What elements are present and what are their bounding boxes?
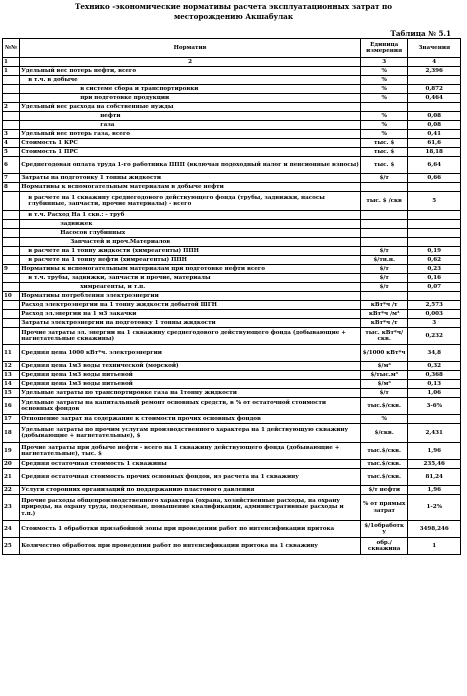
row-unit: тыс. $ — [360, 157, 408, 174]
row-unit: обр./ скважина — [360, 538, 408, 555]
table-row — [3, 310, 461, 319]
table-row — [3, 103, 461, 112]
row-unit: $/т — [360, 389, 408, 398]
row-unit: % — [360, 67, 408, 76]
table-row — [3, 521, 461, 538]
row-value: 6,64 — [408, 157, 461, 174]
row-unit: кВт*ч /т — [360, 301, 408, 310]
row-value — [408, 415, 461, 424]
row-number: 19 — [3, 443, 20, 460]
row-value: 0,66 — [408, 174, 461, 183]
row-number: 23 — [3, 495, 20, 521]
row-norm-name: при подготовке продукции — [20, 94, 361, 103]
row-unit — [360, 229, 408, 238]
table-row — [3, 157, 461, 174]
row-norm-name: Удельный вес потерь нефти, всего — [20, 67, 361, 76]
row-value: 3 — [408, 319, 461, 328]
table-row — [3, 292, 461, 301]
header-no: №№ — [3, 39, 20, 58]
row-unit: кВт*ч /м³ — [360, 310, 408, 319]
row-unit: тыс. $ — [360, 148, 408, 157]
row-unit — [360, 211, 408, 220]
table-row — [3, 67, 461, 76]
row-unit: $/м³ — [360, 362, 408, 371]
table-row — [3, 220, 461, 229]
row-unit: $/т — [360, 247, 408, 256]
row-norm-name: Удельные затраты по прочим услугам производственного характера на 1 действующую скважину (добывающие + нагнетательные), $ — [20, 424, 361, 443]
row-value: 2,396 — [408, 67, 461, 76]
row-norm-name: Нормативы к вспомогательным материалам при подготовке нефти всего — [20, 265, 361, 274]
row-value — [408, 211, 461, 220]
row-value: 1,96 — [408, 443, 461, 460]
row-unit: $/м³ — [360, 380, 408, 389]
row-value: 5 — [408, 192, 461, 211]
row-norm-name: в т.ч. в добыче — [20, 76, 361, 85]
row-unit: % — [360, 94, 408, 103]
row-number: 14 — [3, 380, 20, 389]
row-unit: $/т — [360, 283, 408, 292]
table-row — [3, 238, 461, 247]
row-norm-name: Затраты электроэнергии на подготовку 1 тонны жидкости — [20, 319, 361, 328]
row-unit: тыс. $ /скв — [360, 192, 408, 211]
row-norm-name: Прочие расходы общепроизводственного характера (охрана, хозяйственные расходы, на охрану природы, на охрану труда, подземные, повышение квалификации, административные расходы и т.п.) — [20, 495, 361, 521]
table-row — [3, 274, 461, 283]
row-value: 1,06 — [408, 389, 461, 398]
row-norm-name: Стоимость 1 ПРС — [20, 148, 361, 157]
row-norm-name: Насосов глубинных — [20, 229, 361, 238]
row-norm-name: нефти — [20, 112, 361, 121]
row-unit: тыс. кВт*ч/скв. — [360, 328, 408, 345]
table-row — [3, 362, 461, 371]
row-unit: % — [360, 415, 408, 424]
row-value: 0,003 — [408, 310, 461, 319]
table-row — [3, 328, 461, 345]
row-number: 11 — [3, 345, 20, 362]
row-unit: $/т — [360, 265, 408, 274]
table-row — [3, 94, 461, 103]
table-row — [3, 301, 461, 310]
table-row — [3, 389, 461, 398]
colnum-1: 1 — [3, 58, 20, 67]
row-norm-name: Средняя остаточная стоимость прочих основных фондов, из расчета на 1 скважину — [20, 469, 361, 486]
table-row — [3, 247, 461, 256]
table-row — [3, 415, 461, 424]
row-norm-name: Средняя остаточная стоимость 1 скважины — [20, 460, 361, 469]
row-norm-name: в т.ч. трубы, задвижки, запчасти и прочие, материалы — [20, 274, 361, 283]
header-name: Норматив — [20, 39, 361, 58]
row-unit: % — [360, 121, 408, 130]
row-unit: тыс.$/скв. — [360, 398, 408, 415]
row-number: 9 — [3, 265, 20, 274]
row-norm-name: Средняя цена 1м3 воды питьевой — [20, 380, 361, 389]
row-unit — [360, 183, 408, 192]
row-number: 21 — [3, 469, 20, 486]
row-norm-name: Среднегодовая оплата труда 1-го работника ППП (включая подоходный налог и пенсионные взносы) — [20, 157, 361, 174]
document-title — [10, 2, 457, 22]
row-norm-name: Запчастей и проч.Материалов — [20, 238, 361, 247]
row-number — [3, 192, 20, 211]
row-value: 81,24 — [408, 469, 461, 486]
row-value: 0,368 — [408, 371, 461, 380]
row-value: 34,8 — [408, 345, 461, 362]
row-norm-name: газа — [20, 121, 361, 130]
table-row — [3, 319, 461, 328]
row-unit: $/т — [360, 174, 408, 183]
table-row — [3, 345, 461, 362]
row-norm-name: Удельные затраты по транспортировке газа на 1тонну жидкости — [20, 389, 361, 398]
table-number: Таблица № 5.1 — [390, 29, 451, 38]
row-value — [408, 238, 461, 247]
row-value: 0,08 — [408, 121, 461, 130]
row-value — [408, 103, 461, 112]
row-norm-name: Количество обработок при проведении работ по интенсификации притока на 1 скважину — [20, 538, 361, 555]
row-norm-name: в расчете на 1 скважину среднегодового действующего фонда (трубы, задвижки, насосы глубинные, запчасти, прочие материалы) - всего — [20, 192, 361, 211]
row-number: 12 — [3, 362, 20, 371]
row-value: 0,08 — [408, 112, 461, 121]
table-row — [3, 76, 461, 85]
row-norm-name: химреагенты, и т.п. — [20, 283, 361, 292]
row-norm-name: Затраты на подготовку 1 тонны жидкости — [20, 174, 361, 183]
row-number — [3, 85, 20, 94]
row-value — [408, 76, 461, 85]
title-line-1: Технико -экономические нормативы расчета эксплуатационных затрат по — [74, 2, 393, 11]
row-unit: $/тн.н. — [360, 256, 408, 265]
row-norm-name: Нормативы к вспомогательным материалам в добыче нефти — [20, 183, 361, 192]
row-norm-name: Нормативы потребления электроэнергии — [20, 292, 361, 301]
row-value: 0,23 — [408, 265, 461, 274]
row-number — [3, 76, 20, 85]
row-unit: $/т нефти — [360, 486, 408, 495]
row-value — [408, 229, 461, 238]
row-unit: % от прямых затрат — [360, 495, 408, 521]
table-row — [3, 121, 461, 130]
row-number — [3, 283, 20, 292]
row-unit: % — [360, 85, 408, 94]
row-value: 2,573 — [408, 301, 461, 310]
table-row — [3, 192, 461, 211]
row-unit — [360, 292, 408, 301]
row-value: 0,62 — [408, 256, 461, 265]
row-norm-name: Отношение затрат на содержание к стоимости прочих основных фондов — [20, 415, 361, 424]
row-norm-name: Удельный вес потерь газа, всего — [20, 130, 361, 139]
row-norm-name: Средняя цена 1м3 воды технической (морской) — [20, 362, 361, 371]
table-row — [3, 174, 461, 183]
row-unit: % — [360, 130, 408, 139]
row-norm-name: задвижек — [20, 220, 361, 229]
title-line-2: месторождению Акшабулак — [173, 12, 294, 21]
row-value: 0,16 — [408, 274, 461, 283]
row-norm-name: Расход эл.энергии на 1 м3 закачки — [20, 310, 361, 319]
table-row — [3, 148, 461, 157]
row-value: 0,13 — [408, 380, 461, 389]
row-value: 1 — [408, 538, 461, 555]
header-unit: Единица измерения — [360, 39, 408, 58]
row-value: 3498,246 — [408, 521, 461, 538]
row-number: 25 — [3, 538, 20, 555]
colnum-4: 4 — [408, 58, 461, 67]
row-norm-name: в т.ч. Расход На 1 скв.: - труб — [20, 211, 361, 220]
table-row — [3, 495, 461, 521]
row-unit — [360, 103, 408, 112]
row-unit: $/1обработк у — [360, 521, 408, 538]
row-norm-name: Услуги сторонних организаций по поддержанию пластового давления — [20, 486, 361, 495]
row-number: 2 — [3, 103, 20, 112]
row-norm-name: Средняя цена 1000 кВт*ч. электроэнергии — [20, 345, 361, 362]
table-row — [3, 380, 461, 389]
row-number: 5 — [3, 148, 20, 157]
row-value — [408, 220, 461, 229]
row-norm-name: в расчете на 1 тонну нефти (химреагенты) ППН — [20, 256, 361, 265]
row-norm-name: Расход электроэнергии на 1 тонну жидкости добытой ШГН — [20, 301, 361, 310]
row-number — [3, 274, 20, 283]
row-number — [3, 247, 20, 256]
table-row — [3, 112, 461, 121]
table-row — [3, 85, 461, 94]
table-row — [3, 211, 461, 220]
row-number: 4 — [3, 139, 20, 148]
row-value: 0,07 — [408, 283, 461, 292]
row-number: 22 — [3, 486, 20, 495]
row-unit — [360, 238, 408, 247]
table-row — [3, 469, 461, 486]
row-norm-name: Удельные затраты на капитальный ремонт основных средств, в % от остаточной стоимости основных фондов — [20, 398, 361, 415]
row-unit: $/тыс.м³ — [360, 371, 408, 380]
row-number — [3, 220, 20, 229]
row-number: 7 — [3, 174, 20, 183]
row-number — [3, 319, 20, 328]
table-row — [3, 443, 461, 460]
row-value: 0,32 — [408, 362, 461, 371]
row-value: 2,431 — [408, 424, 461, 443]
table-row — [3, 229, 461, 238]
table-row — [3, 460, 461, 469]
row-number — [3, 328, 20, 345]
row-unit: % — [360, 76, 408, 85]
row-number: 3 — [3, 130, 20, 139]
row-number — [3, 211, 20, 220]
row-value: 18,18 — [408, 148, 461, 157]
header-value: Значения — [408, 39, 461, 58]
colnum-2: 2 — [20, 58, 361, 67]
table-row — [3, 265, 461, 274]
row-number: 15 — [3, 389, 20, 398]
row-norm-name: в расчете на 1 тонну жидкости (химреагенты) ППН — [20, 247, 361, 256]
header-row — [3, 39, 461, 58]
table-row — [3, 538, 461, 555]
row-norm-name: Стоимость 1 обработки призабойной зоны при проведении работ по интенсификации притока — [20, 521, 361, 538]
row-norm-name: Удельный вес расхода на собственные нужды — [20, 103, 361, 112]
row-norm-name: Прочие затраты при добыче нефти - всего на 1 скважину действующего фонда (добывающие + нагнетательные), тыс. $ — [20, 443, 361, 460]
table-row — [3, 130, 461, 139]
row-number: 16 — [3, 398, 20, 415]
row-value: 0,19 — [408, 247, 461, 256]
row-unit: % — [360, 112, 408, 121]
column-number-row — [3, 58, 461, 67]
row-norm-name: в системе сбора и транспортировки — [20, 85, 361, 94]
row-value: 1-2% — [408, 495, 461, 521]
row-number — [3, 310, 20, 319]
table-row — [3, 486, 461, 495]
row-unit — [360, 220, 408, 229]
row-number: 10 — [3, 292, 20, 301]
row-number: 13 — [3, 371, 20, 380]
row-unit: тыс.$/скв. — [360, 460, 408, 469]
colnum-3: 3 — [360, 58, 408, 67]
row-value — [408, 183, 461, 192]
row-number — [3, 229, 20, 238]
table-row — [3, 398, 461, 415]
row-value: 61,6 — [408, 139, 461, 148]
row-number: 20 — [3, 460, 20, 469]
row-value: 0,464 — [408, 94, 461, 103]
table-row — [3, 139, 461, 148]
table-row — [3, 424, 461, 443]
row-value: 1,96 — [408, 486, 461, 495]
row-value: 3-6% — [408, 398, 461, 415]
table-row — [3, 283, 461, 292]
table-row — [3, 183, 461, 192]
row-number — [3, 94, 20, 103]
row-number — [3, 301, 20, 310]
row-unit: кВт*ч /т — [360, 319, 408, 328]
row-number: 6 — [3, 157, 20, 174]
table-row — [3, 371, 461, 380]
row-number: 17 — [3, 415, 20, 424]
row-number: 8 — [3, 183, 20, 192]
norms-table — [2, 38, 461, 555]
row-norm-name: Средняя цена 1м3 воды питьевой — [20, 371, 361, 380]
row-unit: $/т — [360, 274, 408, 283]
row-number — [3, 112, 20, 121]
table-row — [3, 256, 461, 265]
row-value: 235,46 — [408, 460, 461, 469]
row-norm-name: Стоимость 1 КРС — [20, 139, 361, 148]
row-unit: $/скв. — [360, 424, 408, 443]
row-value — [408, 292, 461, 301]
row-number: 24 — [3, 521, 20, 538]
row-unit: тыс.$/скв. — [360, 469, 408, 486]
row-value: 0,41 — [408, 130, 461, 139]
row-unit: тыс. $ — [360, 139, 408, 148]
row-unit: $/1000 кВт*ч — [360, 345, 408, 362]
row-number — [3, 238, 20, 247]
row-number — [3, 121, 20, 130]
row-norm-name: Прочие затраты эл. энергии на 1 скважину среднегодового действующего фонда (добывающие + нагнетательные скважины) — [20, 328, 361, 345]
row-number: 18 — [3, 424, 20, 443]
row-number: 1 — [3, 67, 20, 76]
row-value: 0,232 — [408, 328, 461, 345]
row-number — [3, 256, 20, 265]
row-unit: тыс.$/скв. — [360, 443, 408, 460]
row-value: 0,872 — [408, 85, 461, 94]
